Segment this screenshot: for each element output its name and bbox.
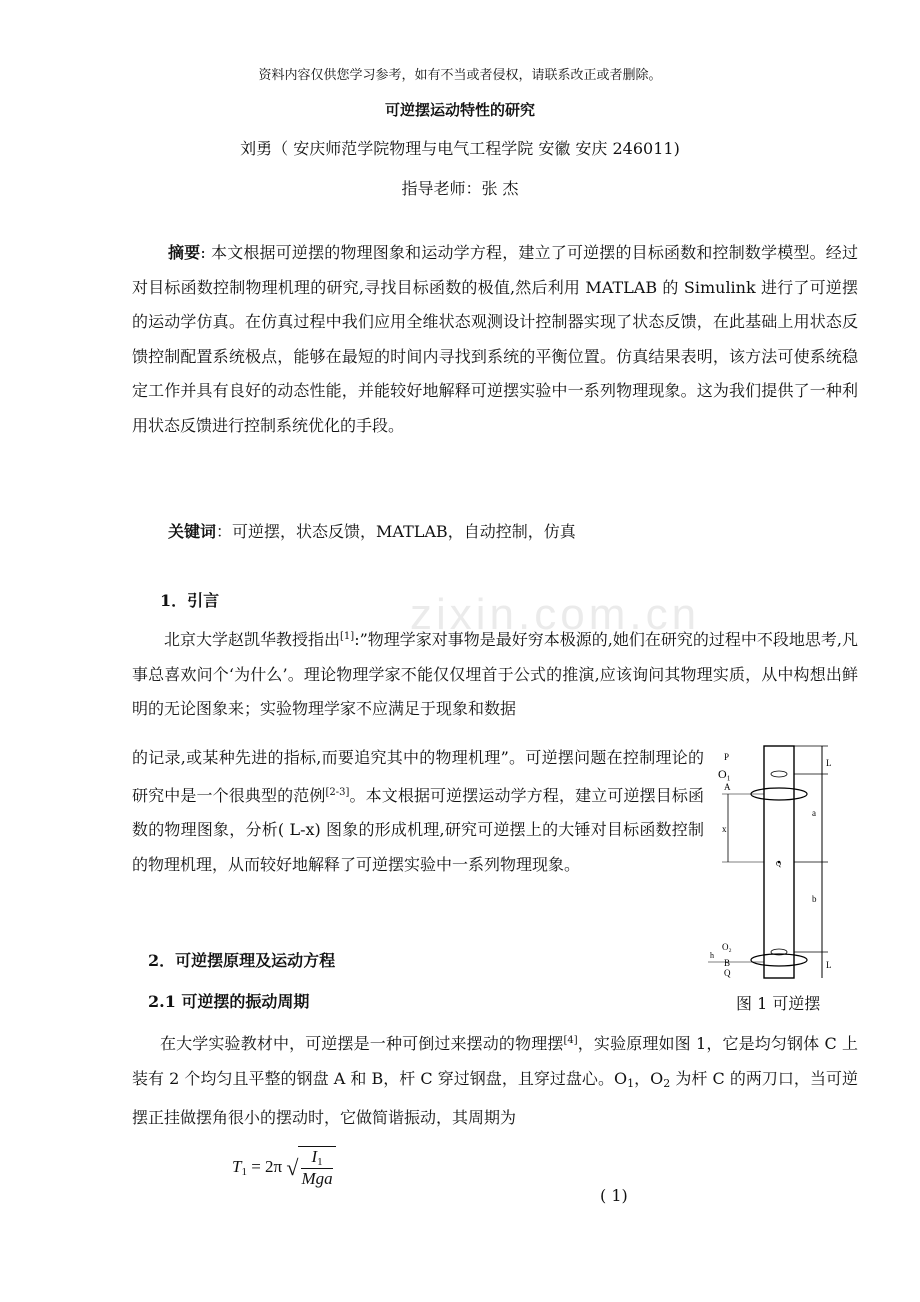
sub-2: 2: [663, 1076, 671, 1090]
label-o2: O₂: [722, 942, 732, 952]
intro-text-a: 北京大学赵凯华教授指出: [164, 630, 341, 649]
figure-caption: 图 1 可逆摆: [736, 994, 821, 1013]
formula-lhs-sub: 1: [241, 1166, 247, 1178]
intro-paragraph: [132, 620, 858, 727]
advisor-line: 指导老师：张 杰: [401, 179, 519, 198]
copyright-notice: 资料内容仅供您学习参考，如有不当或者侵权，请联系改正或者删除。: [258, 68, 662, 83]
body2-text-b: ，实验原理如图 1，它是均匀钢体 C 上装有 2 个均匀且平整的钢盘 A 和 B，杆 C 穿过钢盘，且穿过盘心。O: [132, 1034, 858, 1088]
label-q: Q: [724, 968, 731, 978]
label-h: h: [710, 951, 714, 960]
abstract-text: : 本文根据可逆摆的物理图象和运动学方程，建立了可逆摆的目标函数和控制数学模型。经过对目标函数控制物理机理的研究,寻找目标函数的极值,然后利用 MATLAB 的 Simulink 进行了可逆摆的运动学仿真。在仿真过程中我们应用全维状态观测设计控制器实现了状态反馈，在此基础上用状态反馈控制配置系统极点，能够在最短的时间内寻找到系统的平衡位置。仿真结果表明，该方法可使系统稳定工作并具有良好的动态性能，并能较好地解释可逆摆实验中一系列物理现象。这为我们提供了一种利用状态反馈进行控制系统优化的手段。: [132, 243, 858, 435]
abstract-label: 摘要: [168, 243, 201, 262]
keywords: [168, 519, 576, 542]
section-2-heading: 2．可逆摆原理及运动方程: [148, 951, 336, 970]
ref-2-3: [2-3]: [325, 786, 350, 798]
formula-denominator: Mga: [301, 1169, 333, 1188]
label-q-center: Q: [776, 860, 782, 868]
label-a: A: [724, 782, 731, 792]
equation-number: ( 1): [600, 1186, 628, 1205]
intro-text-b: :”物理学家对事物是最好穷本极源的,她们在研究的过程中不段地思考,凡事总喜欢问个‘为什么’。理论物理学家不能仅仅埋首于公式的推演,应该询问其物理实质，从中构想出鲜明的无论图象来；实验物理学家不应满足于现象和数据: [132, 630, 858, 718]
label-x: x: [722, 824, 727, 834]
intro2-text-a: 的记录,或某种先进的指标,而要追究其中的物理机理”。可逆摆问题在控制理论的研究中是一个很典型的范例: [132, 748, 704, 805]
label-l-top: L: [826, 758, 832, 768]
body2-text-d: 为杆 C 的两刀口，当可逆摆正挂做摆角很小的摆动时，它做简谐振动，其周期为: [132, 1068, 858, 1127]
formula-lhs: T: [232, 1157, 242, 1176]
formula-1: $T_1 = 2\pi$ √ $I_1$ Mga: [232, 1146, 336, 1189]
formula-numerator: I: [311, 1147, 318, 1166]
formula-eq: = 2π: [246, 1157, 283, 1176]
sub-1: 1: [627, 1076, 635, 1090]
knife-edge-o1: [771, 771, 787, 777]
author-line: 刘勇（ 安庆师范学院物理与电气工程学院 安徽 安庆 246011): [240, 139, 680, 158]
body2-text-a: 在大学实验教材中，可逆摆是一种可倒过来摆动的物理摆: [160, 1034, 564, 1053]
label-o1: O₁: [718, 767, 731, 781]
disc-b: [751, 954, 807, 966]
label-l-bot: L: [826, 960, 832, 970]
section-2-1-paragraph: [132, 1024, 858, 1136]
body2-text-c: ，O: [634, 1068, 664, 1088]
label-b: B: [724, 958, 731, 968]
label-a-dim: a: [812, 808, 816, 818]
ref-1: [1]: [340, 631, 355, 642]
keywords-label: 关键词: [168, 522, 217, 541]
ref-4: [4]: [563, 1035, 578, 1046]
label-p: P: [724, 752, 730, 762]
intro2-text-b: 。本文根据可逆摆运动学方程，建立可逆摆目标函数的物理图象，分析( L-x) 图象的形成机理,研究可逆摆上的大锤对目标函数控制的物理机理，从而较好地解释了可逆摆实验中一系列物理现象。: [132, 785, 704, 874]
section-1-heading: 1．引言: [160, 591, 220, 610]
watermark: zixin.com.cn: [410, 590, 701, 639]
pendulum-figure: [704, 744, 844, 984]
keywords-text: ：可逆摆，状态反馈，MATLAB，自动控制，仿真: [216, 522, 576, 541]
abstract: [132, 236, 858, 443]
label-b-dim: b: [812, 894, 817, 904]
section-2-1-heading: 2.1 可逆摆的振动周期: [148, 992, 310, 1011]
intro-paragraph-continued: [132, 741, 704, 882]
paper-title: 可逆摆运动特性的研究: [384, 101, 535, 119]
formula-numerator-sub: 1: [317, 1156, 323, 1168]
